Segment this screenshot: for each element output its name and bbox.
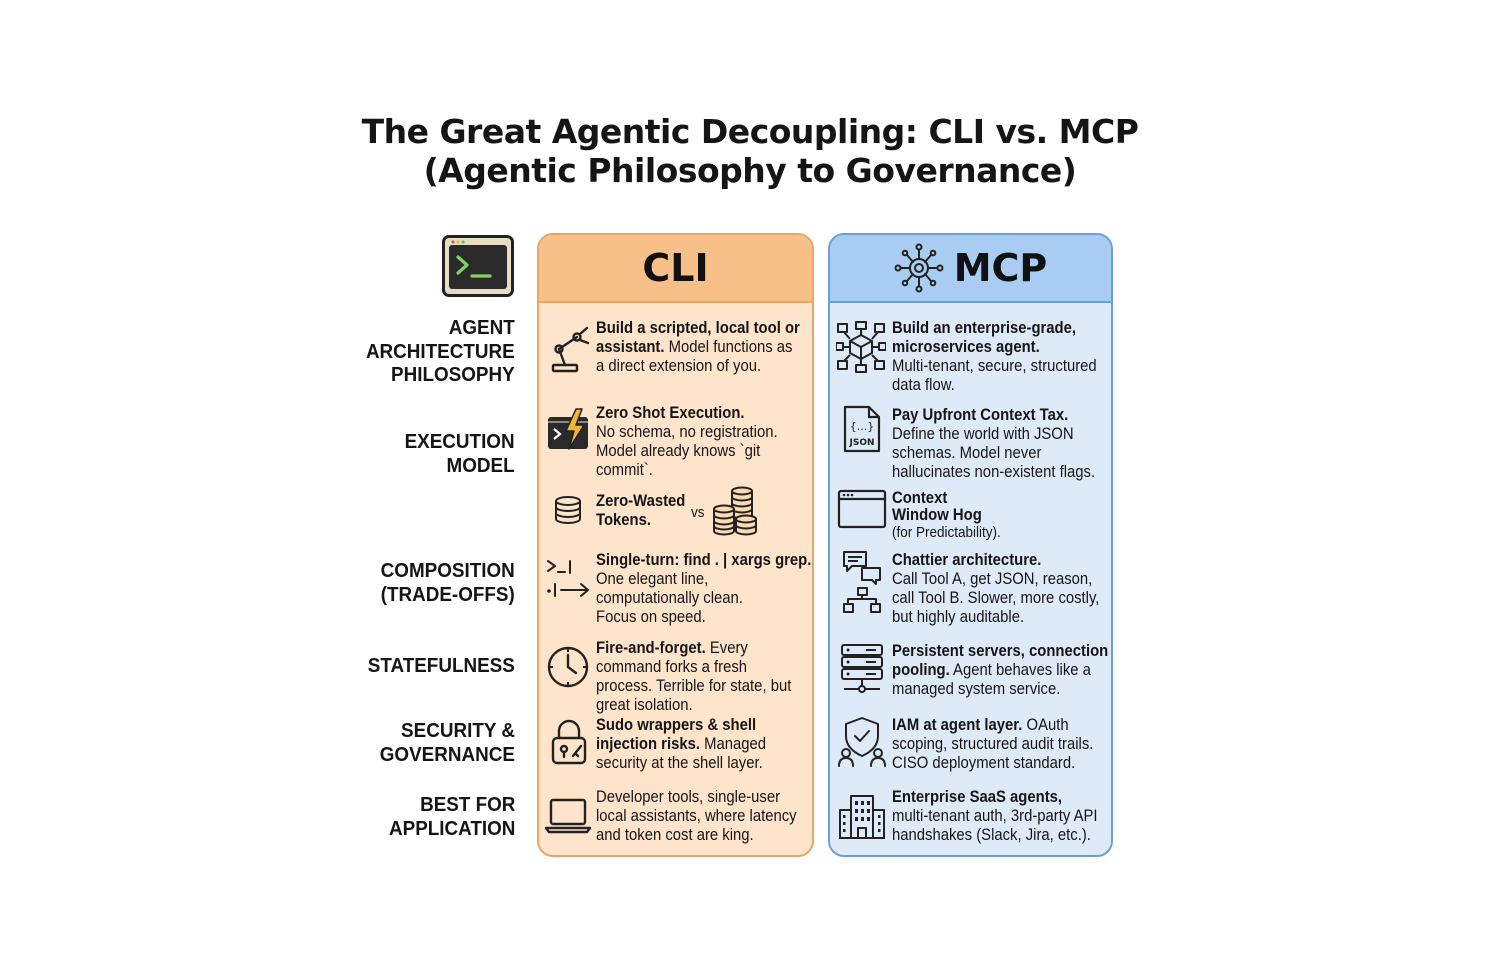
cli-security-text: Sudo wrappers & shell injection risks. Managed security at the shell layer. [596,716,767,772]
terminal-icon [442,235,514,297]
network-hub-icon [894,242,944,294]
cli-execution-text: Zero Shot Execution. No schema, no registration. Model already knows `git commit`. [596,404,778,479]
mcp-architecture-text: Build an enterprise-grade, microservices agent. Multi-tenant, secure, structured data flow. [892,319,1097,394]
browser-window-icon [837,489,887,529]
mcp-composition-text: Chattier architecture. Call Tool A, get JSON, reason, call Tool B. Slower, more costly, but highly auditable. [892,551,1100,626]
cli-column [537,233,814,857]
terminal-lightning-icon [546,407,592,453]
page-subtitle: (Agentic Philosophy to Governance) [423,151,1077,190]
mcp-statefulness-text: Persistent servers, connection pooling. Agent behaves like a managed system service. [892,642,1109,698]
row-label-best-for: BEST FOR APPLICATION [388,793,515,840]
cube-network-icon [836,321,886,373]
cli-tokens-text: Zero-Wasted Tokens. [596,492,686,529]
shield-users-icon [838,716,886,768]
row-label-execution: EXECUTION MODEL [404,430,515,477]
row-label-security: SECURITY & GOVERNANCE [379,719,515,766]
server-rack-icon [840,643,884,695]
mcp-header [830,235,1111,303]
json-file-icon [842,405,882,453]
clock-icon [546,645,590,689]
office-building-icon [838,792,886,840]
pipe-arrow-icon [545,557,593,599]
row-label-statefulness: STATEFULNESS [367,654,515,677]
cli-statefulness-text: Fire-and-forget. Every command forks a fresh process. Terrible for state, but great isolation. [596,639,792,714]
mcp-execution-text: Pay Upfront Context Tax. Define the world with JSON schemas. Model never hallucinates non-existent flags. [892,406,1096,481]
robot-arm-icon [547,323,593,373]
mcp-context-text: Context Window Hog (for Predictability). [892,489,1001,541]
cli-composition-text: Single-turn: find . | xargs grep. One elegant line, computationally clean. Focus on speed. [596,551,812,626]
row-label-composition: COMPOSITION (TRADE-OFFS) [380,559,515,606]
padlock-icon [549,718,589,766]
coin-stack-icon [710,485,758,537]
cli-best-for-text: Developer tools, single-user local assistants, where latency and token cost are king. [596,788,797,844]
vs-label: vs [691,504,705,521]
mcp-best-for-text: Enterprise SaaS agents, multi-tenant auth, 3rd-party API handshakes (Slack, Jira, etc.). [892,788,1098,844]
cli-architecture-text: Build a scripted, local tool or assistant. Model functions as a direct extension of you. [596,319,800,375]
json-file-braces: {...} [849,420,875,433]
laptop-icon [544,797,592,835]
json-file-label: JSON [849,438,875,448]
page-title: The Great Agentic Decoupling: CLI vs. MCP [361,112,1139,151]
coin-stack-icon [553,495,583,527]
cli-header: CLI [539,235,812,303]
chat-hierarchy-icon [840,550,884,614]
mcp-header-label: MCP [953,246,1048,290]
mcp-security-text: IAM at agent layer. OAuth scoping, structured audit trails. CISO deployment standard. [892,716,1094,772]
mcp-column [828,233,1113,857]
row-label-architecture: AGENT ARCHITECTURE PHILOSOPHY [366,316,515,386]
